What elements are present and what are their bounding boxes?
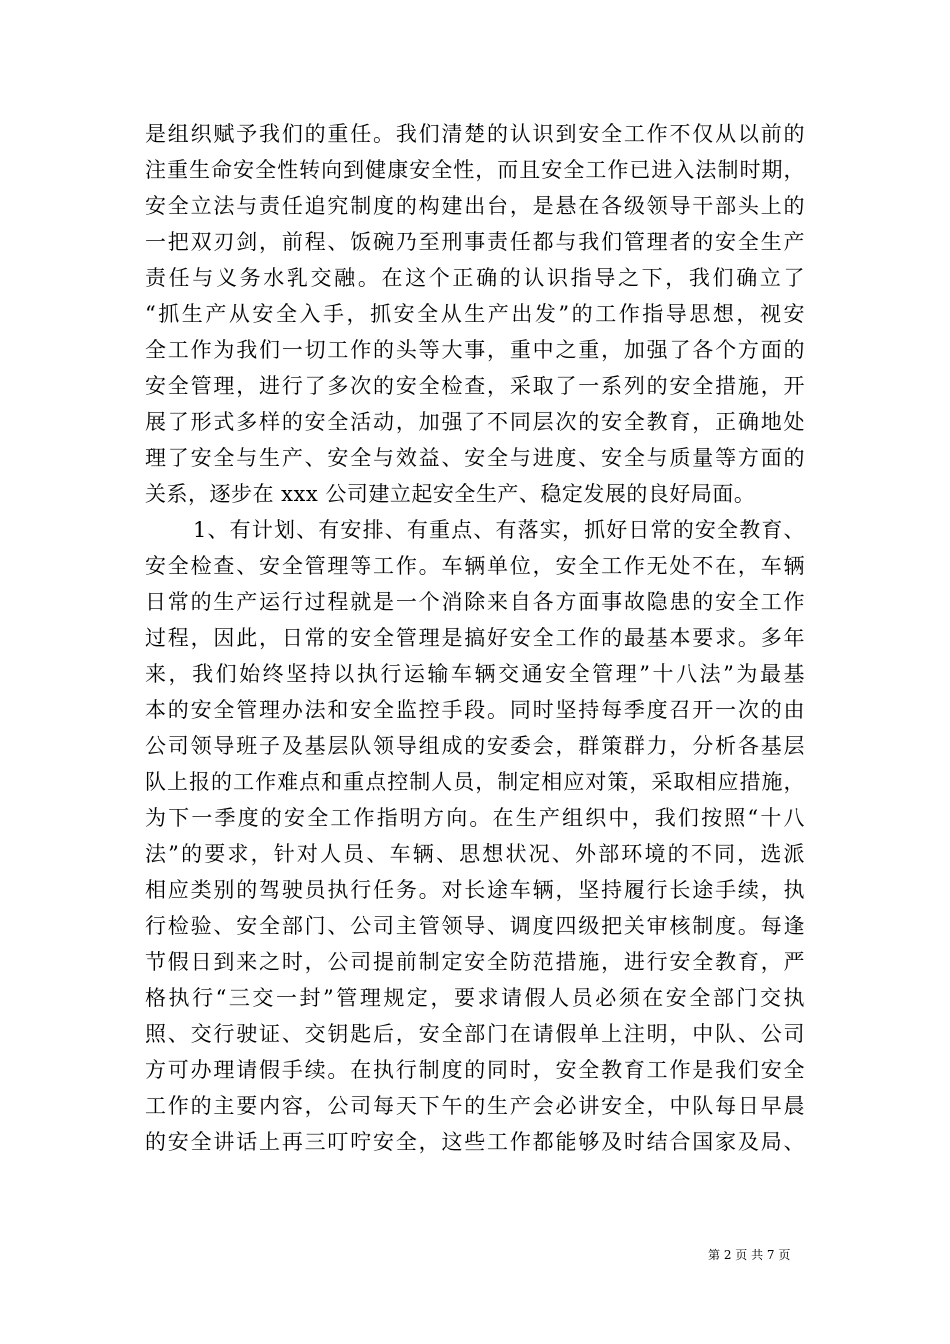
text-line: 安全检查、安全管理等工作。车辆单位，安全工作无处不在，车辆 — [145, 554, 805, 578]
text-line: 理了安全与生产、安全与效益、安全与进度、安全与质量等方面的 — [145, 446, 805, 470]
text-line: 节假日到来之时，公司提前制定安全防范措施，进行安全教育，严 — [145, 950, 805, 974]
text-line: 过程，因此，日常的安全管理是搞好安全工作的最基本要求。多年 — [145, 626, 805, 650]
text-line: 日常的生产运行过程就是一个消除来自各方面事故隐患的安全工作 — [145, 590, 805, 614]
text-line: “抓生产从安全入手，抓安全从生产出发”的工作指导思想，视安 — [145, 302, 805, 326]
page-number: 第 2 页 共 7 页 — [708, 1248, 791, 1262]
text-line: 安全管理，进行了多次的安全检查，采取了一系列的安全措施，开 — [145, 374, 805, 398]
text-line: 队上报的工作难点和重点控制人员，制定相应对策，采取相应措施， — [145, 770, 805, 794]
text-line: 是组织赋予我们的重任。我们清楚的认识到安全工作不仅从以前的 — [145, 122, 805, 146]
text-line: 安全立法与责任追究制度的构建出台，是悬在各级领导干部头上的 — [145, 194, 805, 218]
text-line: 公司领导班子及基层队领导组成的安委会，群策群力，分析各基层 — [145, 734, 805, 758]
text-line: 照、交行驶证、交钥匙后，安全部门在请假单上注明，中队、公司 — [145, 1022, 805, 1046]
text-line: 全工作为我们一切工作的头等大事，重中之重，加强了各个方面的 — [145, 338, 805, 362]
text-line: 相应类别的驾驶员执行任务。对长途车辆，坚持履行长途手续，执 — [145, 878, 805, 902]
text-line: 为下一季度的安全工作指明方向。在生产组织中，我们按照“十八 — [145, 806, 805, 830]
text-line: 法”的要求，针对人员、车辆、思想状况、外部环境的不同，选派 — [145, 842, 805, 866]
text-line: 来，我们始终坚持以执行运输车辆交通安全管理”十八法”为最基 — [145, 662, 805, 686]
text-line: 关系，逐步在 xxx 公司建立起安全生产、稳定发展的良好局面。 — [145, 482, 756, 506]
text-line: 格执行“三交一封”管理规定，要求请假人员必须在安全部门交执 — [145, 986, 805, 1010]
body-text — [145, 116, 805, 1160]
text-line: 一把双刃剑，前程、饭碗乃至刑事责任都与我们管理者的安全生产 — [145, 230, 805, 254]
text-line: 的安全讲话上再三叮咛安全，这些工作都能够及时结合国家及局、 — [145, 1130, 805, 1154]
text-line: 1、有计划、有安排、有重点、有落实，抓好日常的安全教育、 — [193, 518, 805, 542]
text-line: 注重生命安全性转向到健康安全性，而且安全工作已进入法制时期， — [145, 158, 805, 182]
text-line: 展了形式多样的安全活动，加强了不同层次的安全教育，正确地处 — [145, 410, 805, 434]
text-line: 方可办理请假手续。在执行制度的同时，安全教育工作是我们安全 — [145, 1058, 805, 1082]
text-line: 工作的主要内容，公司每天下午的生产会必讲安全，中队每日早晨 — [145, 1094, 805, 1118]
text-line: 本的安全管理办法和安全监控手段。同时坚持每季度召开一次的由 — [145, 698, 805, 722]
text-line: 责任与义务水乳交融。在这个正确的认识指导之下，我们确立了 — [145, 266, 805, 290]
text-line: 行检验、安全部门、公司主管领导、调度四级把关审核制度。每逢 — [145, 914, 805, 938]
